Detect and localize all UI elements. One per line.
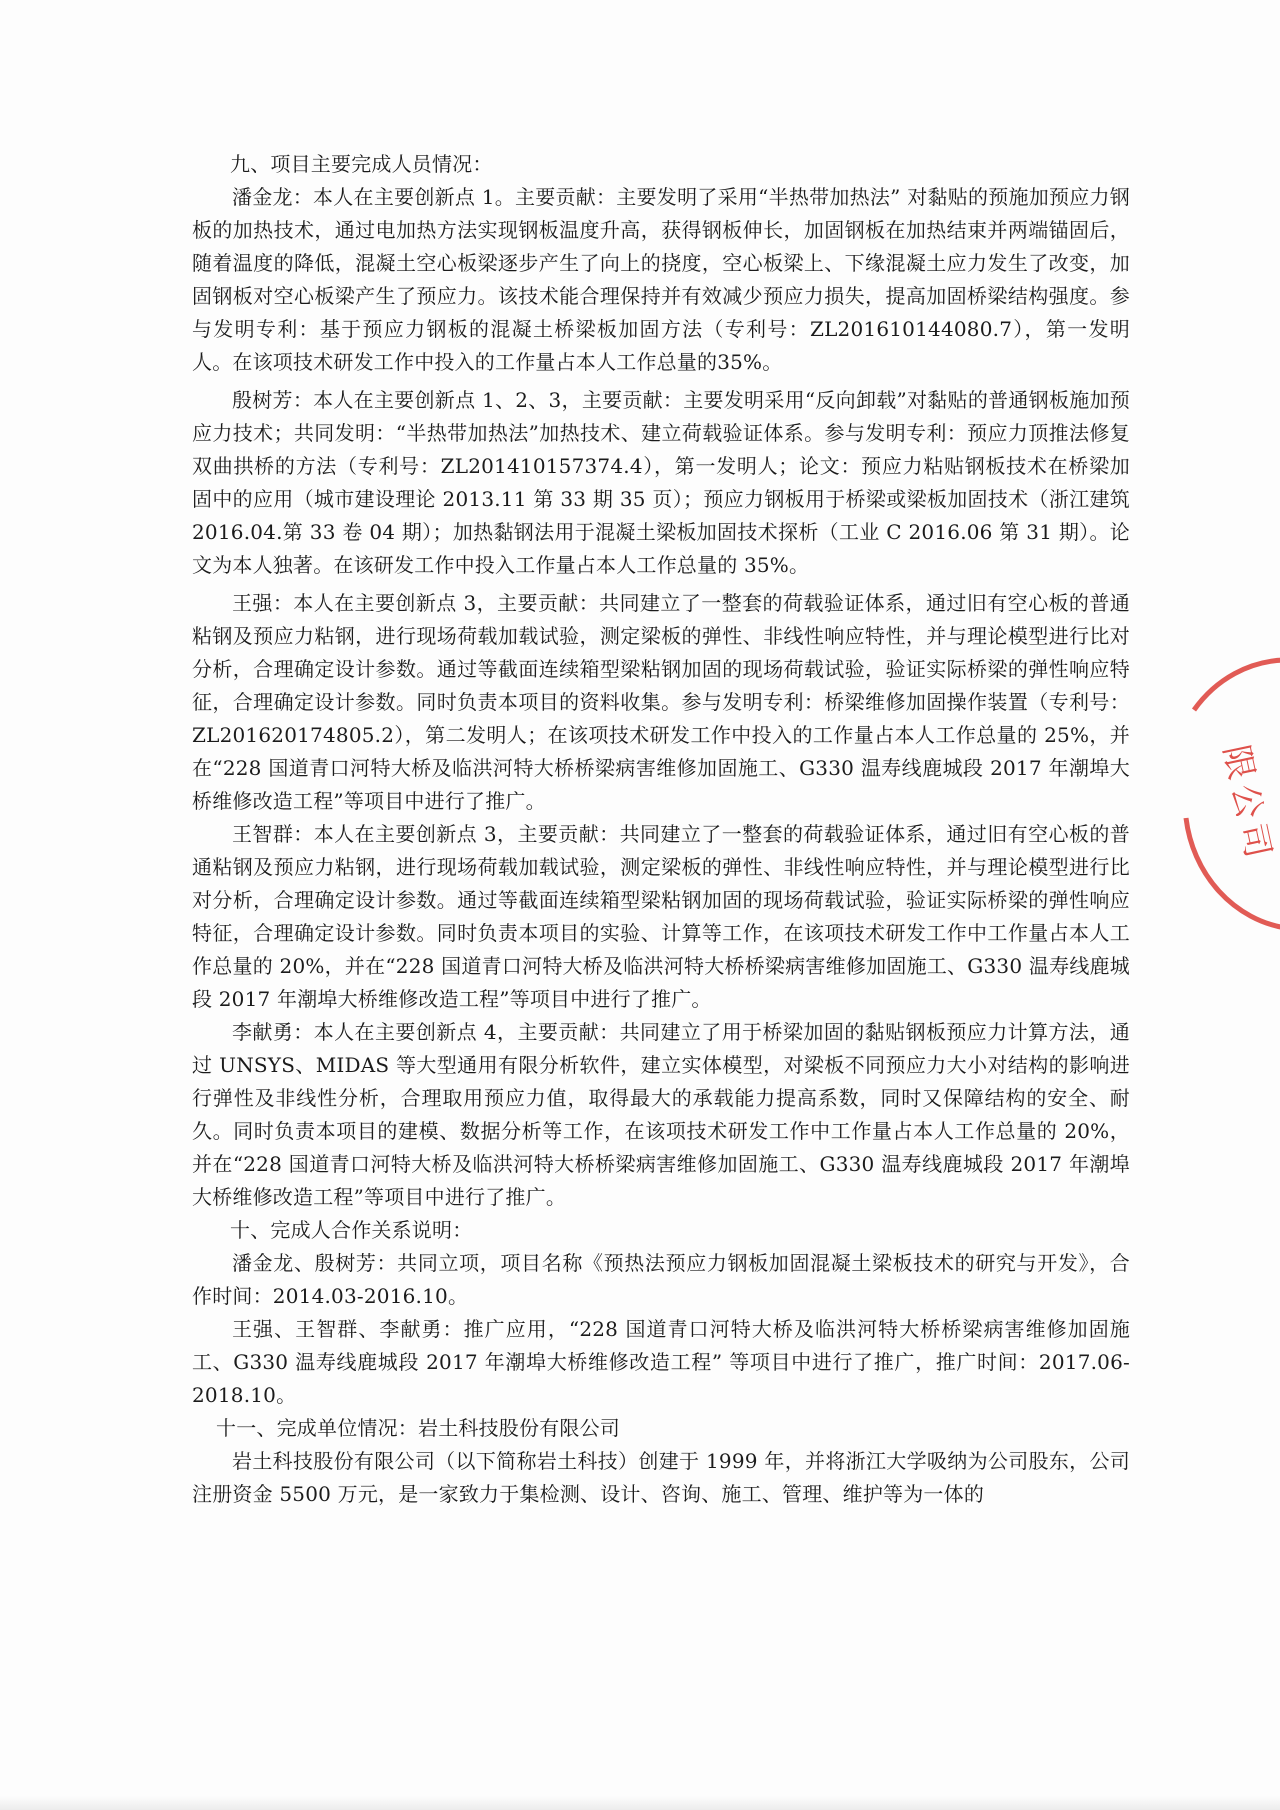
seal-text: 限公司 xyxy=(1215,741,1280,868)
cooperation-item-2: 王强、王智群、李献勇：推广应用，“228 国道青口河特大桥及临洪河特大桥桥梁病害维修加固施工、G330 温寿线鹿城段 2017 年潮埠大桥维修改造工程” 等项目中进行了推广，推广时间：2017.06-2018.10。 xyxy=(192,1317,1130,1407)
company-intro: 岩土科技股份有限公司（以下简称岩土科技）创建于 1999 年，并将浙江大学吸纳为公司股东，公司注册资金 5500 万元，是一家致力于集检测、设计、咨询、施工、管理、维护等为一体的 xyxy=(192,1449,1130,1506)
person-wang-zhiqun: 王智群：本人在主要创新点 3，主要贡献：共同建立了一整套的荷载验证体系，通过旧有空心板的普通粘钢及预应力粘钢，进行现场荷载加载试验，测定梁板的弹性、非线性响应特性，并与理论模型进行比对分析，合理确定设计参数。通过等截面连续箱型梁粘钢加固的现场荷载试验，验证实际桥梁的弹性响应特征，合理确定设计参数。同时负责本项目的实验、计算等工作，在该项技术研发工作中工作量占本人工作总量的 20%，并在“228 国道青口河特大桥及临洪河特大桥桥梁病害维修加固施工、G330 温寿线鹿城段 2017 年潮埠大桥维修改造工程”等项目中进行了推广。 xyxy=(192,822,1130,1011)
document-body xyxy=(192,148,1130,1511)
company-seal xyxy=(1166,638,1280,938)
person-pan-jinlong: 潘金龙：本人在主要创新点 1。主要贡献：主要发明了采用“半热带加热法” 对黏贴的预施加预应力钢板的加热技术，通过电加热方法实现钢板温度升高，获得钢板伸长，加固钢板在加热结束并两端锚固后，随着温度的降低，混凝土空心板梁逐步产生了向上的挠度，空心板梁上、下缘混凝土应力发生了改变，加固钢板对空心板梁产生了预应力。该技术能合理保持并有效减少预应力损失，提高加固桥梁结构强度。参与发明专利：基于预应力钢板的混凝土桥梁板加固方法（专利号：ZL201610144080.7），第一发明人。在该项技术研发工作中投入的工作量占本人工作总量的35%。 xyxy=(192,185,1130,374)
cooperation-item-1: 潘金龙、殷树芳：共同立项，项目名称《预热法预应力钢板加固混凝土梁板技术的研究与开发》，合作时间：2014.03-2016.10。 xyxy=(192,1251,1130,1308)
section-10-heading: 十、完成人合作关系说明： xyxy=(230,1218,473,1242)
person-li-xianyong: 李献勇：本人在主要创新点 4，主要贡献：共同建立了用于桥梁加固的黏贴钢板预应力计算方法，通过 UNSYS、MIDAS 等大型通用有限分析软件，建立实体模型，对梁板不同预应力大小对结构的影响进行弹性及非线性分析，合理取用预应力值，取得最大的承载能力提高系数，同时又保障结构的安全、耐久。同时负责本项目的建模、数据分析等工作，在该项技术研发工作中工作量占本人工作总量的 20%，并在“228 国道青口河特大桥及临洪河特大桥桥梁病害维修加固施工、G330 温寿线鹿城段 2017 年潮埠大桥维修改造工程”等项目中进行了推广。 xyxy=(192,1020,1130,1209)
scan-edge-shadow xyxy=(0,1796,1280,1810)
section-11-heading: 十一、完成单位情况：岩土科技股份有限公司 xyxy=(216,1416,620,1440)
person-wang-qiang: 王强：本人在主要创新点 3，主要贡献：共同建立了一整套的荷载验证体系，通过旧有空心板的普通粘钢及预应力粘钢，进行现场荷载加载试验，测定梁板的弹性、非线性响应特性，并与理论模型进行比对分析，合理确定设计参数。通过等截面连续箱型梁粘钢加固的现场荷载试验，验证实际桥梁的弹性响应特征，合理确定设计参数。同时负责本项目的资料收集。参与发明专利：桥梁维修加固操作装置（专利号：ZL201620174805.2），第二发明人；在该项技术研发工作中投入的工作量占本人工作总量的 25%，并在“228 国道青口河特大桥及临洪河特大桥桥梁病害维修加固施工、G330 温寿线鹿城段 2017 年潮埠大桥维修改造工程”等项目中进行了推广。 xyxy=(192,591,1130,813)
person-yin-shufang: 殷树芳：本人在主要创新点 1、2、3，主要贡献：主要发明采用“反向卸载”对黏贴的普通钢板施加预应力技术；共同发明：“半热带加热法”加热技术、建立荷载验证体系。参与发明专利：预应力顶推法修复双曲拱桥的方法（专利号：ZL201410157374.4），第一发明人；论文：预应力粘贴钢板技术在桥梁加固中的应用（城市建设理论 2013.11 第 33 期 35 页）；预应力钢板用于桥梁或梁板加固技术（浙江建筑 2016.04.第 33 卷 04 期）；加热黏钢法用于混凝土梁板加固技术探析（工业 C 2016.06 第 31 期）。论文为本人独著。在该研发工作中投入工作量占本人工作总量的 35%。 xyxy=(192,388,1130,577)
section-9-heading: 九、项目主要完成人员情况： xyxy=(230,152,493,176)
